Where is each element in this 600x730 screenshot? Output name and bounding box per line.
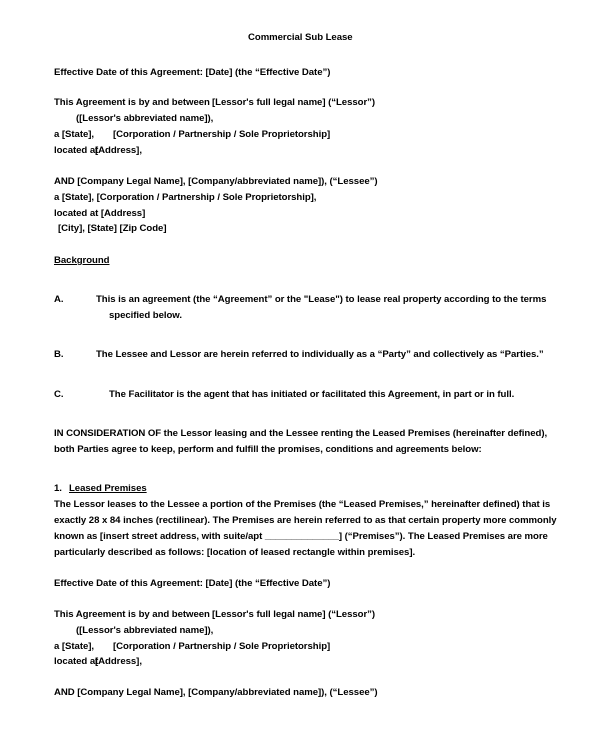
located-at-label: located at: [54, 145, 99, 156]
lessee-company-line: AND [Company Legal Name], [Company/abbreviated name]), (“Lessee”): [54, 176, 378, 187]
section-1-line: The Lessor leases to the Lessee a portion of the Premises (the “Leased Premises,” hereinafter defined) that is: [54, 499, 551, 510]
background-item-a-cont: specified below.: [109, 310, 182, 321]
corp-type-field: [Corporation / Partnership / Sole Proprietorship]: [113, 641, 331, 652]
section-1-line: particularly described as follows: [location of leased rectangle within premises].: [54, 547, 416, 558]
state-field: a [State],: [54, 641, 95, 652]
document-title: Commercial Sub Lease: [248, 32, 353, 43]
background-item-b-text: The Lessee and Lessor are herein referred to individually as a “Party” and collectively as “Parties.”: [96, 349, 544, 360]
agreement-lead: This Agreement is by and between: [54, 97, 210, 108]
consideration-line-2: both Parties agree to keep, perform and fulfill the promises, conditions and agreements below:: [54, 444, 482, 455]
lessor-name-field: [Lessor's full legal name] (“Lessor”): [212, 97, 376, 108]
background-item-c-text: The Facilitator is the agent that has initiated or facilitated this Agreement, in part or in full.: [109, 389, 515, 400]
section-1-number: 1.: [54, 483, 62, 494]
lessor-name-field: [Lessor's full legal name] (“Lessor”): [212, 609, 376, 620]
lessor-abbrev-field: ([Lessor's abbreviated name]),: [76, 625, 214, 636]
lessor-abbrev-field: ([Lessor's abbreviated name]),: [76, 113, 214, 124]
section-1-heading: Leased Premises: [69, 483, 147, 494]
city-state-zip-line: [City], [State] [Zip Code]: [58, 223, 167, 234]
effective-date-line: Effective Date of this Agreement: [Date] (the “Effective Date”): [54, 578, 331, 589]
lessee-company-line: AND [Company Legal Name], [Company/abbreviated name]), (“Lessee”): [54, 687, 378, 698]
background-item-c-letter: C.: [54, 389, 64, 400]
lessee-state-line: a [State], [Corporation / Partnership / Sole Proprietorship],: [54, 192, 317, 203]
agreement-lead: This Agreement is by and between: [54, 609, 210, 620]
background-item-a-text: This is an agreement (the “Agreement” or the "Lease") to lease real property according to the terms: [96, 294, 547, 305]
background-item-b-letter: B.: [54, 349, 64, 360]
background-heading: Background: [54, 255, 110, 266]
lessee-located-line: located at [Address]: [54, 208, 146, 219]
section-1-line: known as [insert street address, with suite/apt ______________] (“Premises”). The Leased Premises are more: [54, 531, 548, 542]
effective-date-line: Effective Date of this Agreement: [Date] (the “Effective Date”): [54, 67, 331, 78]
background-item-a-letter: A.: [54, 294, 64, 305]
located-at-label: located at: [54, 656, 99, 667]
section-1-line: exactly 28 x 84 inches (rectilinear). The Premises are herein referred to as that certain property more commonly: [54, 515, 557, 526]
state-field: a [State],: [54, 129, 95, 140]
address-field: [Address],: [95, 656, 142, 667]
address-field: [Address],: [95, 145, 142, 156]
corp-type-field: [Corporation / Partnership / Sole Proprietorship]: [113, 129, 331, 140]
consideration-line-1: IN CONSIDERATION OF the Lessor leasing and the Lessee renting the Leased Premises (hereinafter defined),: [54, 428, 548, 439]
